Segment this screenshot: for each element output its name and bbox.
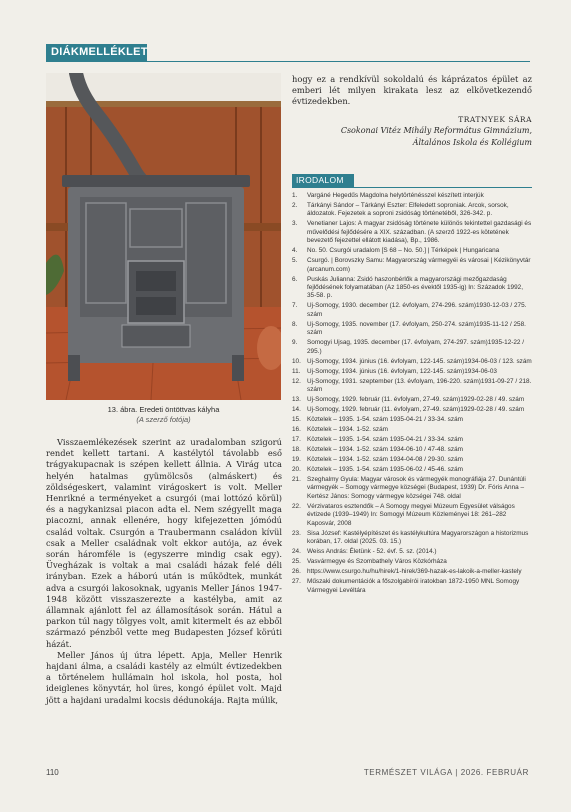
reference-item xyxy=(292,302,532,319)
reference-text: Csurgó. | Borovszky Samu: Magyarország vármegyéi és városai | Kézikönyvtár (arcanum.com) xyxy=(307,257,531,273)
reference-number: 26. xyxy=(292,568,301,576)
reference-item xyxy=(292,476,532,501)
reference-item xyxy=(292,558,532,566)
reference-text: Köztelek – 1934. 1-52. szám 1934-04-08 / 29-30. szám xyxy=(307,456,463,464)
reference-item xyxy=(292,530,532,547)
reference-text: Vargáné Hegedűs Magdolna helytörténésszel készített interjúk xyxy=(307,192,484,199)
reference-number: 24. xyxy=(292,548,301,556)
references-list xyxy=(292,192,532,597)
reference-item xyxy=(292,339,532,356)
reference-text: Weiss András: Életünk - 52. évf. 5. sz. (2014.) xyxy=(307,548,437,556)
reference-number: 10. xyxy=(292,357,301,365)
reference-text: No. 50. Csurgói uradalom [S 68 – No. 50.] | Térképek | Hungaricana xyxy=(307,247,500,255)
figure-caption xyxy=(46,405,281,425)
reference-text: Köztelek – 1935. 1-54. szám 1935-04-21 / 33-34. szám xyxy=(307,436,463,444)
page-number: 110 xyxy=(46,768,59,777)
reference-text: Uj-Somogy, 1934. június (16. évfolyam, 122-145. szám)1934-06-03 xyxy=(307,367,497,375)
reference-item xyxy=(292,416,532,424)
reference-item xyxy=(292,276,532,301)
reference-text: Puskás Julianna: Zsidó haszonbérlők a magyarországi mezőgazdaság fejlődésének folyamatában (Az 1850-es évektől 1935-ig) In: Századok 1992, 35-58. p. xyxy=(307,275,523,300)
article-body-left xyxy=(46,437,282,706)
references-rule xyxy=(292,187,532,188)
author-name: TRATNYEK SÁRA xyxy=(458,114,532,124)
reference-item xyxy=(292,321,532,338)
reference-item xyxy=(292,192,532,200)
reference-number: 2. xyxy=(292,202,298,209)
reference-text: Uj-Somogy, 1931. szeptember (13. évfolyam, 196-220. szám)1931-09-27 / 218. szám xyxy=(307,377,532,394)
reference-item xyxy=(292,358,532,366)
article-body-right xyxy=(292,74,532,148)
reference-item xyxy=(292,368,532,376)
references-heading: IRODALOM xyxy=(292,174,354,187)
paragraph-continuation: hogy ez a rendkívül sokoldalú és káprázatos épület az emberi lét milyen kirakata lesz az elkövetkezendő évtizedekben. xyxy=(292,74,532,107)
reference-number: 3. xyxy=(292,220,298,228)
reference-number: 5. xyxy=(292,257,298,265)
stove-photo xyxy=(46,73,281,400)
magazine-footer: TERMÉSZET VILÁGA | 2026. FEBRUÁR xyxy=(363,768,529,777)
reference-number: 19. xyxy=(292,456,301,464)
paragraph: Visszaemlékezések szerint az uradalomban szigorú rendet kellett tartani. A kastélytól távolabb eső trágyakupacnak is szépen kellett állnia. A Virág utca helyén hatalmas gyümölcsös (almáskert) és zöldségeskert, valamint virágoskert is volt. Meller Henrikné a terményeket a csurgói (mai lottózó körül) és a nagykanizsai piacon adta el. Nem szégyellt maga piacozni, annak ellenére, hogy kifejezetten jómódú család voltak. Csurgón a Traubermann családon kívül csak a Meller családnak volt ekkor autója, az évek során háromféle is (egyszerre mindig csak egy). Üvegházak is voltak a mai családi házak felé déli irányban. Ezek a háború után is működtek, munkát adva a csurgói lakosoknak, ugyanis Meller János 1947-1948 között visszaszerezte a kastélyba, amit az államnak ajánlott fel az államosítások során. Hátul a parkon túl nagy tölgyes volt, amit kitermelt és az ebből származó pénzből vette meg Budapesten József körúti házát. xyxy=(46,437,282,649)
reference-item xyxy=(292,202,532,219)
reference-number: 15. xyxy=(292,416,301,424)
reference-item xyxy=(292,426,532,434)
reference-text: Vasvármegye és Szombathely Város Közkórháza xyxy=(307,558,447,566)
reference-number: 27. xyxy=(292,578,301,586)
reference-text: Uj-Somogy, 1929. február (11. évfolyam, 27-49. szám)1929-02-28 / 49. szám xyxy=(307,406,525,414)
reference-number: 6. xyxy=(292,275,298,283)
reference-text: Tárkányi Sándor – Tárkányi Eszter: Elfeledett soproniak. Arcok, sorsok, áldozatok. Fejezetek a soproni zsidóság történetéből, 326-342. p. xyxy=(307,202,509,218)
reference-text: Köztelek – 1935. 1-54. szám 1935-06-02 / 45-46. szám xyxy=(307,466,463,474)
reference-text: Köztelek – 1934. 1-52. szám 1934-06-10 / 47-48. szám xyxy=(307,446,463,454)
reference-item xyxy=(292,247,532,255)
reference-number: 20. xyxy=(292,466,301,474)
reference-number: 1. xyxy=(292,192,298,199)
reference-text: Uj-Somogy, 1935. november (17. évfolyam, 250-274. szám)1935-11-12 / 258. szám xyxy=(307,320,526,337)
reference-text: Uj-Somogy, 1934. június (16. évfolyam, 122-145. szám)1934-06-03 / 123. szám xyxy=(307,357,532,365)
reference-number: 8. xyxy=(292,320,298,328)
reference-number: 12. xyxy=(292,377,301,385)
paragraph: Meller János új útra lépett. Apja, Meller Henrik hajdani álma, a családi kastély az elmúlt évtizedekben a történelem hullámain hol iskola, hol posta, hol ideiglenes könyvtár, hol üres, kongó épület volt. Majd jött a hajdani uradalmi kocsis dédunokája. Rajta múlik, xyxy=(46,649,282,705)
reference-number: 21. xyxy=(292,476,301,484)
affiliation-line: Csokonai Vitéz Mihály Református Gimnázium, xyxy=(340,126,532,136)
reference-item xyxy=(292,406,532,414)
reference-text: Köztelek – 1934. 1-52. szám xyxy=(307,426,388,434)
reference-item xyxy=(292,578,532,595)
reference-item xyxy=(292,568,532,576)
reference-number: 9. xyxy=(292,339,298,347)
reference-number: 16. xyxy=(292,426,301,434)
reference-text: Szeghalmy Gyula: Magyar városok és vármegyék monográfiája 27. Dunántúli vármegyék – Somogy vármegye községei (Budapest, 1939) Dr. Fóris Anna – Kertész János: Somogy vármegye községei 748. oldal xyxy=(307,476,526,500)
reference-number: 23. xyxy=(292,529,301,537)
reference-number: 25. xyxy=(292,558,301,566)
reference-number: 7. xyxy=(292,302,298,310)
reference-number: 4. xyxy=(292,247,298,255)
signature xyxy=(292,114,532,149)
reference-text: Uj-Somogy, 1929. február (11. évfolyam, 27-49. szám)1929-02-28 / 49. szám xyxy=(307,396,525,404)
reference-number: 14. xyxy=(292,406,301,414)
reference-item xyxy=(292,466,532,474)
reference-item xyxy=(292,446,532,454)
reference-text: Köztelek – 1935. 1-54. szám 1935-04-21 / 33-34. szám xyxy=(307,416,463,424)
reference-item xyxy=(292,548,532,556)
reference-text: Somogyi Ujsag, 1935. december (17. évfolyam, 274-297. szám)1935-12-22 / 295.) xyxy=(307,339,525,355)
reference-number: 18. xyxy=(292,446,301,454)
reference-number: 13. xyxy=(292,396,301,404)
reference-text: Uj-Somogy, 1930. december (12. évfolyam, 274-296. szám)1930-12-03 / 275. szám xyxy=(307,302,527,318)
reference-item xyxy=(292,378,532,395)
reference-text: Venetianer Lajos: A magyar zsidóság története különös tekintettel gazdasági és művelődési fejlődésére a XIX. században. (A szerző 1922-es kötetének bevezető fejezettel ellátott kiadása), Bp., 1986. xyxy=(307,220,532,245)
caption-text: 13. ábra. Eredeti öntöttvas kályha xyxy=(107,405,220,414)
reference-number: 22. xyxy=(292,502,301,510)
reference-item xyxy=(292,220,532,245)
reference-item xyxy=(292,436,532,444)
reference-item xyxy=(292,257,532,274)
reference-item xyxy=(292,503,532,528)
reference-text: Műszaki dokumentációk a főszolgabírói iratokban 1872-1950 MNL Somogy Vármegyei Levéltára xyxy=(307,578,520,594)
reference-text: Sisa József: Kastélyépítészet és kastélykultúra Magyarországon a historizmus korában, 17. oldal (2025. 03. 15.) xyxy=(307,529,529,546)
section-rule xyxy=(46,61,530,62)
affiliation-line: Általános Iskola és Kollégium xyxy=(412,137,532,147)
reference-number: 11. xyxy=(292,367,301,375)
reference-item xyxy=(292,456,532,464)
reference-text: Vérzivataros esztendők – A Somogy megyei Múzeum Egyesület válságos évtizede (1939–1949) In: Somogyi Múzeum Közleményei 18: 261–282 Kaposvár, 2008 xyxy=(307,502,515,527)
reference-text: https://www.csurgo.hu/hu/hirek/1-hirek/369-hazak-es-lakoik-a-meller-kastely xyxy=(307,568,522,576)
reference-item xyxy=(292,396,532,404)
caption-credit: (A szerző fotója) xyxy=(136,415,191,424)
reference-number: 17. xyxy=(292,436,301,444)
section-label: DIÁKMELLÉKLET xyxy=(46,44,147,61)
